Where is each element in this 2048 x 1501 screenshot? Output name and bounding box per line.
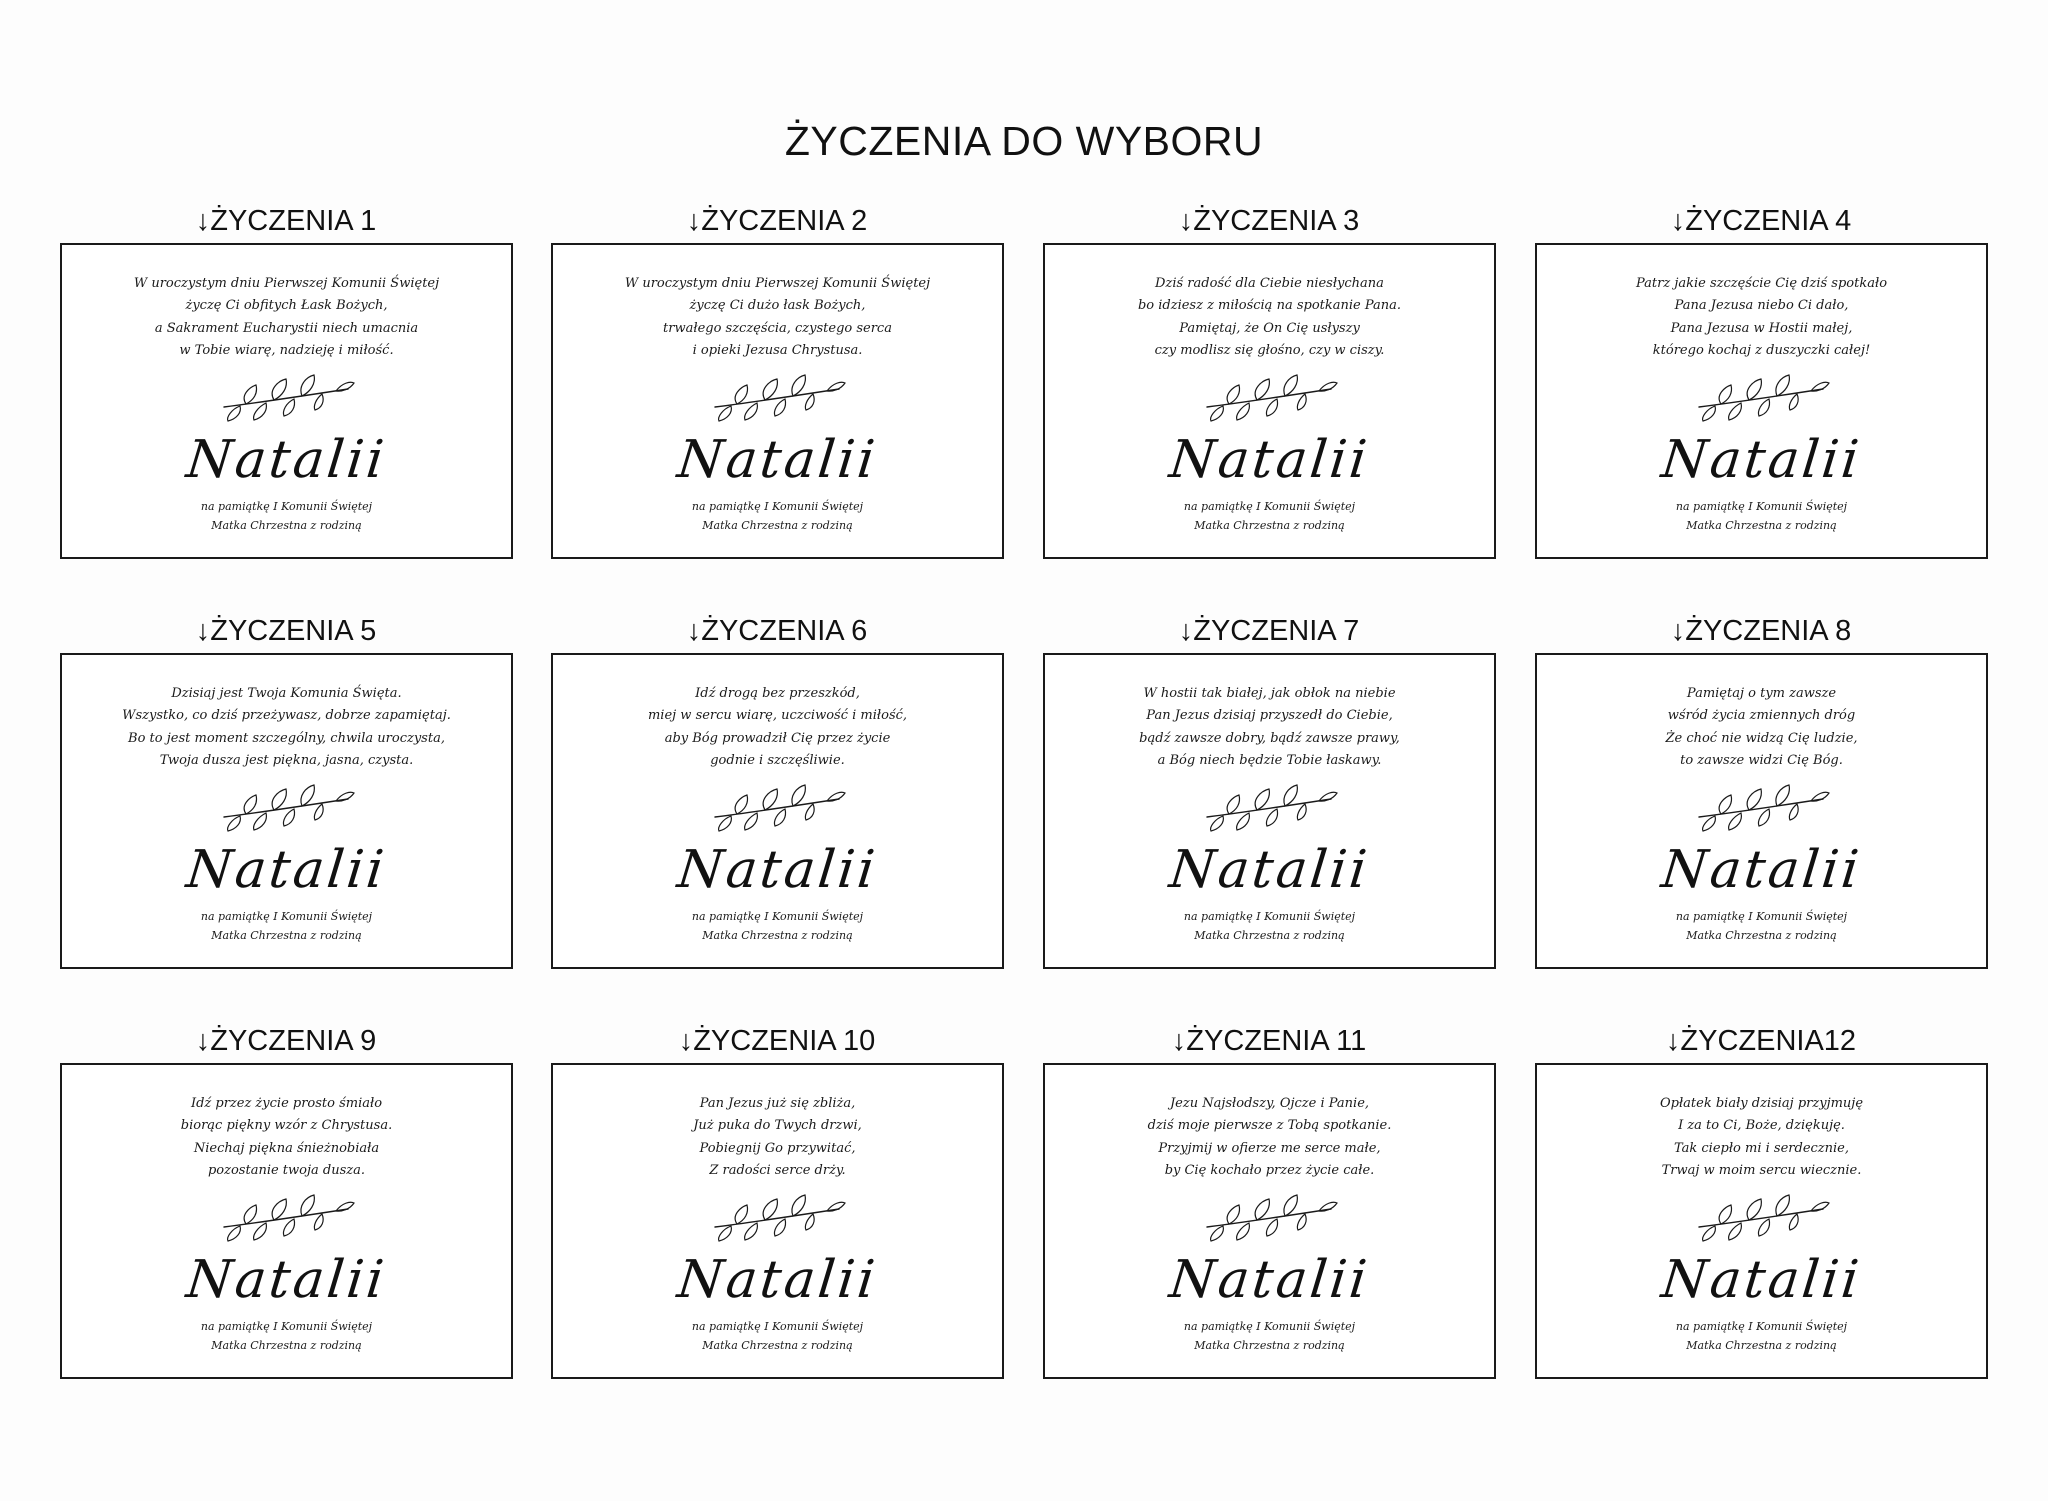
footer-line-occasion: na pamiątkę I Komunii Świętej xyxy=(691,1320,864,1333)
verse-line: życzę Ci dużo łask Bożych, xyxy=(689,298,866,314)
card-verse xyxy=(62,683,511,772)
footer-line-occasion: na pamiątkę I Komunii Świętej xyxy=(200,500,373,513)
verse-line: I za to Ci, Boże, dziękuję. xyxy=(1678,1118,1845,1134)
verse-line: W uroczystym dniu Pierwszej Komunii Świętej xyxy=(624,276,931,291)
card-option[interactable] xyxy=(551,1023,1003,1398)
olive-branch-icon xyxy=(1199,783,1339,833)
footer-line-signature: Matka Chrzestna z rodziną xyxy=(702,1339,853,1352)
footer-line-signature: Matka Chrzestna z rodziną xyxy=(1686,929,1837,942)
card-verse xyxy=(553,273,1002,362)
verse-line: Wszystko, co dziś przeżywasz, dobrze zapamiętaj. xyxy=(122,708,451,724)
card-footer xyxy=(1045,1317,1494,1355)
card-heading: ↓ŻYCZENIA 3 xyxy=(1178,205,1360,237)
verse-line: Pamiętaj o tym zawsze xyxy=(1686,686,1837,701)
verse-line: Z radości serce drży. xyxy=(709,1162,846,1178)
verse-line: którego kochaj z duszyczki całej! xyxy=(1652,342,1871,358)
card-option[interactable] xyxy=(1535,1023,1987,1398)
footer-line-occasion: na pamiątkę I Komunii Świętej xyxy=(1675,500,1848,513)
olive-branch-icon xyxy=(216,1193,356,1243)
verse-line: godnie i szczęśliwie. xyxy=(710,752,845,768)
card-footer xyxy=(553,1317,1002,1355)
footer-line-occasion: na pamiątkę I Komunii Świętej xyxy=(1183,1320,1356,1333)
card-heading: ↓ŻYCZENIA 2 xyxy=(686,205,868,237)
card-heading: ↓ŻYCZENIA 11 xyxy=(1171,1025,1367,1057)
verse-line: Już puka do Twych drzwi, xyxy=(693,1118,862,1134)
verse-line: i opieki Jezusa Chrystusa. xyxy=(692,342,863,358)
footer-line-occasion: na pamiątkę I Komunii Świętej xyxy=(1183,910,1356,923)
recipient-name: Natalii xyxy=(674,1250,881,1310)
verse-line: miej w sercu wiarę, uczciwość i miłość, xyxy=(647,708,908,724)
verse-line: Niechaj piękna śnieżnobiała xyxy=(193,1140,380,1156)
recipient-name: Natalii xyxy=(1166,1250,1373,1310)
card-verse xyxy=(62,273,511,362)
card-verse xyxy=(62,1093,511,1182)
card-preview xyxy=(1535,243,1988,559)
verse-line: Tak ciepło mi i serdecznie, xyxy=(1673,1140,1850,1156)
card-verse xyxy=(1045,273,1494,362)
verse-line: Pana Jezusa niebo Ci dało, xyxy=(1674,298,1849,314)
footer-line-occasion: na pamiątkę I Komunii Świętej xyxy=(691,500,864,513)
verse-line: czy modlisz się głośno, czy w ciszy. xyxy=(1154,342,1385,358)
card-preview xyxy=(1043,653,1496,969)
card-preview xyxy=(1535,1063,1988,1379)
olive-branch-icon xyxy=(1691,373,1831,423)
footer-line-signature: Matka Chrzestna z rodziną xyxy=(702,519,853,532)
verse-line: w Tobie wiarę, nadzieję i miłość. xyxy=(179,342,394,358)
recipient-name: Natalii xyxy=(674,430,881,490)
card-preview xyxy=(551,243,1004,559)
card-verse xyxy=(1537,683,1986,772)
verse-line: Opłatek biały dzisiaj przyjmuję xyxy=(1659,1096,1864,1111)
verse-line: Pan Jezus już się zbliża, xyxy=(699,1096,856,1111)
verse-line: Idź drogą bez przeszkód, xyxy=(695,686,860,701)
verse-line: W hostii tak białej, jak obłok na niebie xyxy=(1143,686,1396,701)
card-footer xyxy=(62,907,511,945)
recipient-name: Natalii xyxy=(183,1250,390,1310)
verse-line: Pobiegnij Go przywitać, xyxy=(699,1140,856,1156)
verse-line: Że choć nie widzą Cię ludzie, xyxy=(1665,730,1858,746)
card-option[interactable] xyxy=(551,203,1003,578)
card-preview xyxy=(1043,1063,1496,1379)
card-footer xyxy=(1045,907,1494,945)
verse-line: Patrz jakie szczęście Cię dziś spotkało xyxy=(1635,276,1888,291)
verse-line: a Bóg niech będzie Tobie łaskawy. xyxy=(1157,752,1382,768)
card-heading: ↓ŻYCZENIA 7 xyxy=(1178,615,1360,647)
verse-line: Dzisiaj jest Twoja Komunia Święta. xyxy=(171,686,402,701)
footer-line-signature: Matka Chrzestna z rodziną xyxy=(1194,1339,1345,1352)
olive-branch-icon xyxy=(1691,1193,1831,1243)
footer-line-occasion: na pamiątkę I Komunii Świętej xyxy=(691,910,864,923)
card-footer xyxy=(62,497,511,535)
card-preview xyxy=(60,1063,513,1379)
olive-branch-icon xyxy=(707,783,847,833)
footer-line-signature: Matka Chrzestna z rodziną xyxy=(1194,519,1345,532)
card-option[interactable] xyxy=(1043,613,1495,988)
card-heading: ↓ŻYCZENIA12 xyxy=(1665,1025,1857,1057)
card-preview xyxy=(60,243,513,559)
card-footer xyxy=(1537,907,1986,945)
olive-branch-icon xyxy=(216,783,356,833)
recipient-name: Natalii xyxy=(1166,840,1373,900)
verse-line: Bo to jest moment szczególny, chwila uroczysta, xyxy=(128,730,445,746)
card-verse xyxy=(1045,683,1494,772)
card-footer xyxy=(553,907,1002,945)
card-verse xyxy=(553,683,1002,772)
footer-line-occasion: na pamiątkę I Komunii Świętej xyxy=(1675,910,1848,923)
footer-line-occasion: na pamiątkę I Komunii Świętej xyxy=(200,1320,373,1333)
card-verse xyxy=(1537,1093,1986,1182)
recipient-name: Natalii xyxy=(1658,1250,1865,1310)
olive-branch-icon xyxy=(707,373,847,423)
footer-line-signature: Matka Chrzestna z rodziną xyxy=(211,519,362,532)
card-heading: ↓ŻYCZENIA 6 xyxy=(686,615,868,647)
card-heading: ↓ŻYCZENIA 1 xyxy=(195,205,377,237)
card-footer xyxy=(553,497,1002,535)
card-heading: ↓ŻYCZENIA 4 xyxy=(1670,205,1852,237)
card-option[interactable] xyxy=(551,613,1003,988)
card-preview xyxy=(551,653,1004,969)
verse-line: Pan Jezus dzisiaj przyszedł do Ciebie, xyxy=(1146,708,1393,724)
card-footer xyxy=(1537,497,1986,535)
verse-line: wśród życia zmiennych dróg xyxy=(1667,708,1856,724)
card-preview xyxy=(1535,653,1988,969)
olive-branch-icon xyxy=(707,1193,847,1243)
verse-line: Dziś radość dla Ciebie niesłychana xyxy=(1155,276,1384,291)
card-option[interactable] xyxy=(1043,203,1495,578)
card-footer xyxy=(62,1317,511,1355)
card-preview xyxy=(1043,243,1496,559)
verse-line: trwałego szczęścia, czystego serca xyxy=(663,320,892,336)
card-option[interactable] xyxy=(60,1023,512,1398)
card-heading: ↓ŻYCZENIA 5 xyxy=(195,615,377,647)
footer-line-occasion: na pamiątkę I Komunii Świętej xyxy=(200,910,373,923)
olive-branch-icon xyxy=(1691,783,1831,833)
card-option[interactable] xyxy=(60,203,512,578)
olive-branch-icon xyxy=(1199,373,1339,423)
card-footer xyxy=(1537,1317,1986,1355)
verse-line: aby Bóg prowadził Cię przez życie xyxy=(664,730,891,746)
verse-line: W uroczystym dniu Pierwszej Komunii Świętej xyxy=(133,276,440,291)
footer-line-signature: Matka Chrzestna z rodziną xyxy=(1686,1339,1837,1352)
recipient-name: Natalii xyxy=(183,840,390,900)
recipient-name: Natalii xyxy=(674,840,881,900)
footer-line-signature: Matka Chrzestna z rodziną xyxy=(702,929,853,942)
recipient-name: Natalii xyxy=(183,430,390,490)
card-verse xyxy=(553,1093,1002,1182)
card-option[interactable] xyxy=(1535,203,1987,578)
footer-line-occasion: na pamiątkę I Komunii Świętej xyxy=(1675,1320,1848,1333)
olive-branch-icon xyxy=(216,373,356,423)
card-option[interactable] xyxy=(1535,613,1987,988)
recipient-name: Natalii xyxy=(1166,430,1373,490)
card-verse xyxy=(1537,273,1986,362)
recipient-name: Natalii xyxy=(1658,840,1865,900)
verse-line: Idź przez życie prosto śmiało xyxy=(190,1096,383,1111)
verse-line: pozostanie twoja dusza. xyxy=(207,1162,365,1178)
footer-line-signature: Matka Chrzestna z rodziną xyxy=(211,1339,362,1352)
olive-branch-icon xyxy=(1199,1193,1339,1243)
verse-line: dziś moje pierwsze z Tobą spotkanie. xyxy=(1147,1118,1392,1134)
card-footer xyxy=(1045,497,1494,535)
card-heading: ↓ŻYCZENIA 8 xyxy=(1670,615,1852,647)
page-title: ŻYCZENIA DO WYBORU xyxy=(784,118,1264,164)
footer-line-signature: Matka Chrzestna z rodziną xyxy=(1686,519,1837,532)
verse-line: biorąc piękny wzór z Chrystusa. xyxy=(180,1118,393,1134)
footer-line-signature: Matka Chrzestna z rodziną xyxy=(1194,929,1345,942)
verse-line: Twoja dusza jest piękna, jasna, czysta. xyxy=(159,752,414,768)
verse-line: Pana Jezusa w Hostii małej, xyxy=(1670,320,1853,336)
verse-line: to zawsze widzi Cię Bóg. xyxy=(1680,752,1843,768)
card-heading: ↓ŻYCZENIA 9 xyxy=(195,1025,377,1057)
card-preview xyxy=(551,1063,1004,1379)
verse-line: by Cię kochało przez życie całe. xyxy=(1164,1162,1375,1178)
verse-line: bo idziesz z miłością na spotkanie Pana. xyxy=(1137,298,1402,314)
card-verse xyxy=(1045,1093,1494,1182)
verse-line: Przyjmij w ofierze me serce małe, xyxy=(1158,1140,1381,1156)
verse-line: bądź zawsze dobry, bądź zawsze prawy, xyxy=(1139,730,1400,746)
footer-line-signature: Matka Chrzestna z rodziną xyxy=(211,929,362,942)
card-preview xyxy=(60,653,513,969)
verse-line: Jezu Najsłodszy, Ojcze i Panie, xyxy=(1169,1096,1370,1111)
verse-line: Pamiętaj, że On Cię usłyszy xyxy=(1179,320,1360,336)
verse-line: a Sakrament Eucharystii niech umacnia xyxy=(154,320,419,336)
card-option[interactable] xyxy=(60,613,512,988)
card-option[interactable] xyxy=(1043,1023,1495,1398)
footer-line-occasion: na pamiątkę I Komunii Świętej xyxy=(1183,500,1356,513)
recipient-name: Natalii xyxy=(1658,430,1865,490)
verse-line: życzę Ci obfitych Łask Bożych, xyxy=(185,298,388,314)
card-heading: ↓ŻYCZENIA 10 xyxy=(678,1025,876,1057)
verse-line: Trwaj w moim sercu wiecznie. xyxy=(1661,1162,1862,1178)
